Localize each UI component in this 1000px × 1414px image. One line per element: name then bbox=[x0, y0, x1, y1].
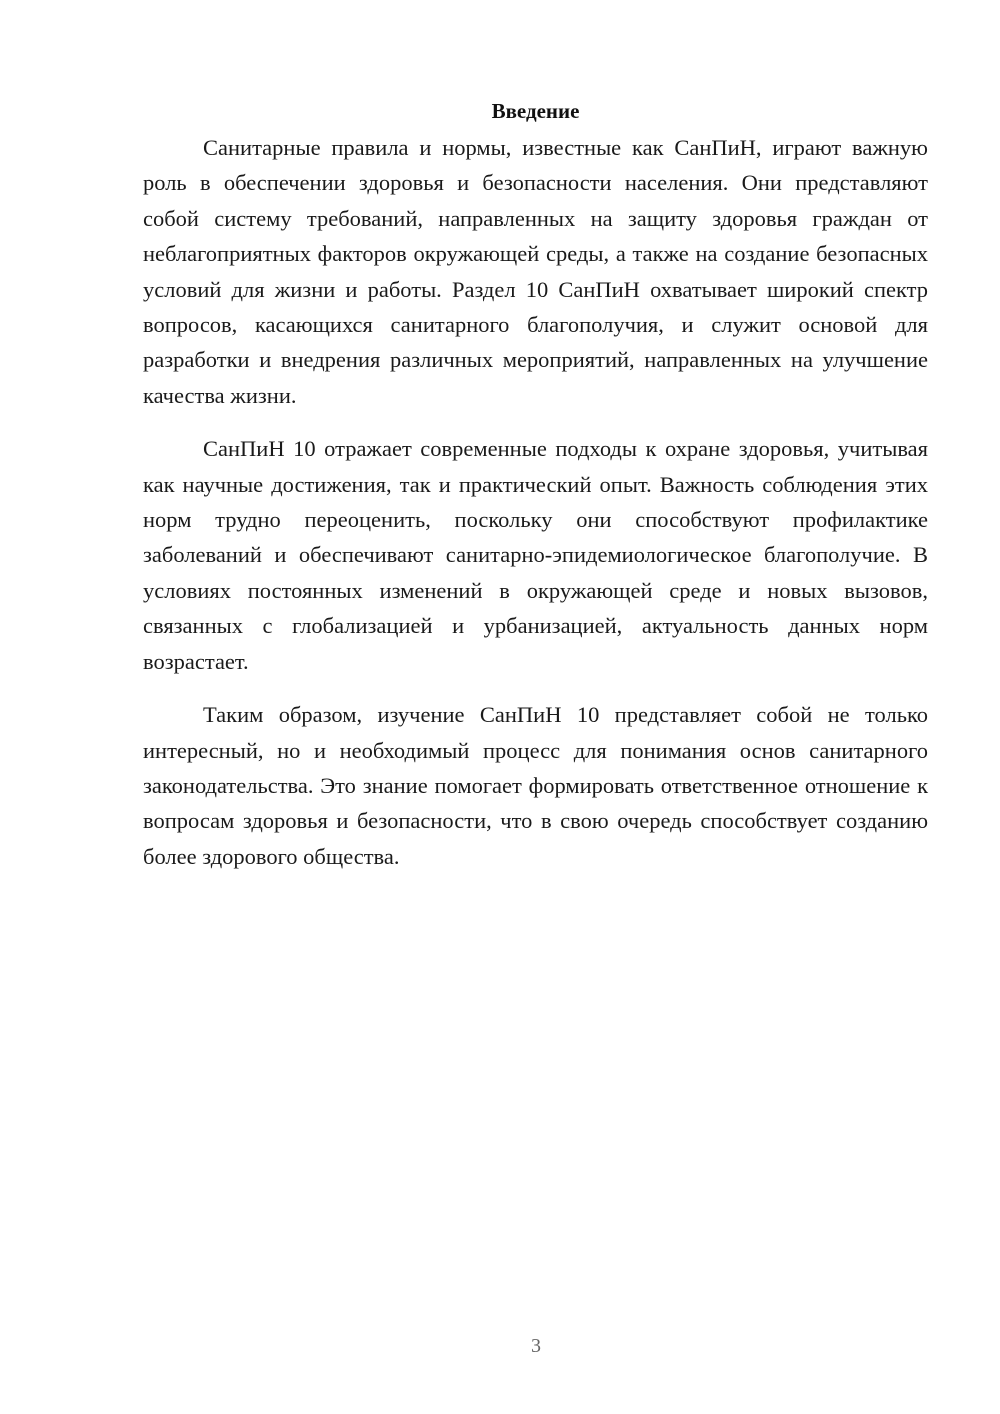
section-title: Введение bbox=[491, 99, 580, 123]
page-number: 3 bbox=[531, 1335, 541, 1357]
paragraph-2: СанПиН 10 отражает современные подходы к охране здоровья, учитывая как научные достижения, так и практический опыт. Важность соблюдения этих норм трудно переоценить, поскольку они способствуют профилактике заболеваний и обеспечивают санитарно-эпидемиологическое благополучие. В условиях постоянных изменений в окружающей среде и новых вызовов, связанных с глобализацией и урбанизацией, актуальность данных норм возрастает. bbox=[143, 436, 928, 674]
page-content bbox=[143, 96, 928, 892]
paragraph-1: Санитарные правила и нормы, известные как СанПиН, играют важную роль в обеспечении здоровья и безопасности населения. Они представляют собой систему требований, направленных на защиту здоровья граждан от неблагоприятных факторов окружающей среды, а также на создание безопасных условий для жизни и работы. Раздел 10 СанПиН охватывает широкий спектр вопросов, касающихся санитарного благополучия, и служит основой для разработки и внедрения различных мероприятий, направленных на улучшение качества жизни. bbox=[143, 135, 928, 408]
paragraph-3: Таким образом, изучение СанПиН 10 представляет собой не только интересный, но и необходимый процесс для понимания основ санитарного законодательства. Это знание помогает формировать ответственное отношение к вопросам здоровья и безопасности, что в свою очередь способствует созданию более здорового общества. bbox=[143, 702, 928, 869]
